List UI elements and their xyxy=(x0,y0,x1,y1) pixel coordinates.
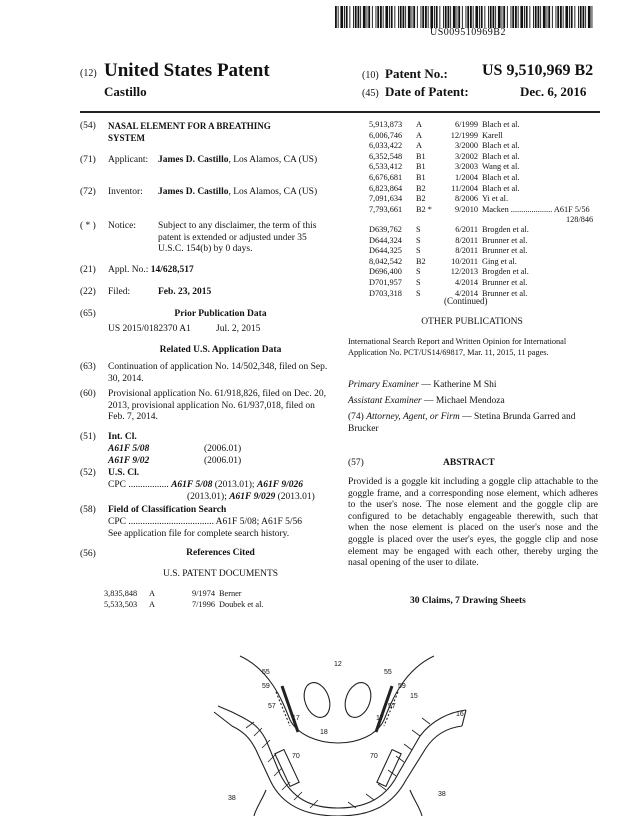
ref-name: Wang et al. xyxy=(482,162,520,172)
primary-examiner-label: Primary Examiner xyxy=(348,380,419,390)
code-72: (72) xyxy=(80,187,96,197)
figure-reference-label: 16 xyxy=(456,711,464,718)
ref-number: D644,324 xyxy=(369,235,402,245)
table-row xyxy=(369,162,590,173)
cpc-class-3: A61F 9/029 xyxy=(229,492,276,502)
ref-date: 7/1996 xyxy=(191,599,215,609)
barcode-bar xyxy=(453,6,456,28)
ref-kind: S xyxy=(416,288,421,298)
barcode-bar xyxy=(439,6,440,28)
header-rule xyxy=(80,111,600,113)
assistant-examiner-label: Assistant Examiner xyxy=(348,396,422,406)
attorney xyxy=(348,412,598,435)
applicant-label: Applicant: xyxy=(108,155,149,165)
barcode-bar xyxy=(543,6,546,28)
ref-kind: A xyxy=(149,599,155,609)
primary-examiner-name: — Katherine M Shi xyxy=(418,380,497,390)
code-71: (71) xyxy=(80,155,96,165)
attorney-name: — Stetina Brunda Garred and Brucker xyxy=(348,412,576,434)
ref-name: Brogden et al. xyxy=(482,267,529,277)
other-publications-heading: OTHER PUBLICATIONS xyxy=(421,317,523,327)
barcode-bar xyxy=(422,6,424,28)
code-12: (12) xyxy=(80,68,97,79)
barcode-bar xyxy=(421,6,422,28)
barcode-bar xyxy=(349,6,350,28)
applicant-location: , Los Alamos, CA (US) xyxy=(228,155,318,165)
barcode-bar xyxy=(526,6,528,28)
barcode-bar xyxy=(430,6,433,28)
barcode-bar xyxy=(340,6,343,28)
table-row xyxy=(369,205,590,216)
inventor xyxy=(158,187,333,199)
ref-name: Yi et al. xyxy=(482,194,509,204)
other-publications-text: International Search Report and Written Opinion for International Application No. PCT/US14/69817, Mar. 11, 2015, 11 pages. xyxy=(348,337,567,357)
barcode-bar xyxy=(548,6,550,28)
patent-title: NASAL ELEMENT FOR A BREATHING SYSTEM xyxy=(108,121,271,143)
barcode-bar xyxy=(363,6,366,28)
ref-date: 8/2011 xyxy=(455,235,478,245)
table-row xyxy=(104,589,263,600)
barcode-bar xyxy=(547,6,548,28)
ref-number: 6,006,746 xyxy=(369,130,403,140)
ref-date: 9/1974 xyxy=(191,589,215,598)
left-strap xyxy=(254,790,266,816)
ref-kind: S xyxy=(416,246,421,256)
barcode-bar xyxy=(511,6,512,28)
continued-label: (Continued) xyxy=(444,296,488,306)
barcode-bar xyxy=(571,6,573,28)
left-clip-hatch xyxy=(276,692,290,726)
barcode-bar xyxy=(448,6,450,28)
code-52: (52) xyxy=(80,468,96,478)
inventor-short-name: Castillo xyxy=(104,84,147,99)
barcode-bar xyxy=(355,6,357,28)
ref-date: 12/1999 xyxy=(450,130,478,140)
barcode-bar xyxy=(580,6,582,28)
ref-name: Brogden et al. xyxy=(482,225,529,234)
field-cpc: CPC .................................... A61F 5/08; A61F 5/56 xyxy=(108,517,302,527)
ref-name: Blach et al. xyxy=(482,151,520,161)
ref-name: Blach et al. xyxy=(482,183,520,193)
barcode-bar xyxy=(479,6,480,28)
patent-no-label: Patent No.: xyxy=(385,66,448,81)
ref-kind: B1 xyxy=(416,172,426,182)
barcode-bar xyxy=(495,6,496,28)
barcode-bar xyxy=(592,6,593,28)
table-row xyxy=(104,600,263,611)
barcode-bar xyxy=(372,6,373,28)
table-row xyxy=(369,246,529,257)
figure-reference-label: 17 xyxy=(292,715,300,722)
barcode-bar xyxy=(445,6,447,28)
filed-label: Filed: xyxy=(108,287,131,297)
table-row xyxy=(369,236,529,247)
ref-number: D639,762 xyxy=(369,225,402,234)
figure-reference-label: 57 xyxy=(388,703,396,710)
barcode-bar xyxy=(358,6,360,28)
ref-kind: B2 xyxy=(416,194,426,204)
barcode-bar xyxy=(335,6,337,28)
ref-number: 6,352,548 xyxy=(369,151,403,161)
barcode-bar xyxy=(563,6,564,28)
figure-reference-label: 38 xyxy=(438,791,446,798)
ref-kind: S xyxy=(416,267,421,277)
ref-number: 5,913,873 xyxy=(369,120,403,129)
filed-date: Feb. 23, 2015 xyxy=(158,287,212,297)
figure-reference-label: 70 xyxy=(292,753,300,760)
ref-name: Blach et al. xyxy=(482,141,520,151)
barcode-bar xyxy=(457,6,458,28)
int-cl-version-2: (2006.01) xyxy=(204,456,242,466)
ref-date: 8/2011 xyxy=(455,246,478,256)
barcode-bar xyxy=(574,6,575,28)
barcode-bar xyxy=(428,6,429,28)
barcode-bar xyxy=(578,6,579,28)
ref-date: 3/2003 xyxy=(454,162,478,172)
us-docs-heading: U.S. PATENT DOCUMENTS xyxy=(162,569,279,579)
prior-pub-date: Jul. 2, 2015 xyxy=(216,324,261,334)
continuation-text: Continuation of application No. 14/502,348, filed on Sep. 30, 2014. xyxy=(108,362,328,384)
figure-reference-label: 59 xyxy=(398,683,406,690)
ref-kind: S xyxy=(416,277,421,287)
barcode-bar xyxy=(413,6,415,28)
ref-number: 5,533,503 xyxy=(104,599,138,609)
ref-number: 7,793,661 xyxy=(369,204,403,214)
field-search-heading: Field of Classification Search xyxy=(108,505,227,515)
code-51: (51) xyxy=(80,432,96,442)
macken-class: 128/846 xyxy=(566,215,594,224)
ref-date: 3/2002 xyxy=(454,151,478,161)
ref-number: D644,325 xyxy=(369,246,402,256)
us-cl-heading: U.S. Cl. xyxy=(108,468,140,478)
barcode-bar xyxy=(425,6,427,28)
cpc-label: CPC xyxy=(108,480,126,490)
barcode-bar xyxy=(569,6,570,28)
barcode-bar xyxy=(540,6,541,28)
ref-number: D701,957 xyxy=(369,277,402,287)
right-references-table xyxy=(369,120,590,215)
abstract-heading: ABSTRACT xyxy=(443,458,495,468)
publication-number: US009510969B2 xyxy=(430,27,506,38)
notice-label: Notice: xyxy=(108,221,136,231)
table-row xyxy=(369,184,590,195)
code-57: (57) xyxy=(348,458,364,468)
ref-kind: B1 xyxy=(416,162,426,172)
barcode-bar xyxy=(408,6,411,28)
table-row xyxy=(369,120,590,131)
code-58: (58) xyxy=(80,505,96,515)
barcode-bar xyxy=(450,6,451,28)
code-63: (63) xyxy=(80,362,96,372)
int-cl-heading: Int. Cl. xyxy=(108,432,137,442)
right-goggle-clip xyxy=(377,750,401,787)
abstract-text: Provided is a goggle kit including a goggle clip attachable to the goggle frame, and a corresponding nose element, which adheres to the user's nose. The nose element and the goggle clip are configured to be detachably engageable therewith, such that when the nose element is placed on the user's nose and the goggle is placed over the user's eyes, the goggle clip and nose element may be engaged with each other, thereby urging the nasal opening of the user to dilate. xyxy=(348,477,598,569)
table-row xyxy=(369,173,590,184)
field-note: See application file for complete search history. xyxy=(108,529,290,539)
barcode-bar xyxy=(512,6,514,28)
code-45: (45) xyxy=(362,88,379,99)
barcode-bar xyxy=(458,6,460,28)
frame-hatching xyxy=(246,718,430,808)
barcode-bar xyxy=(529,6,530,28)
ref-name: Brunner et al. xyxy=(482,235,528,245)
ref-name: Blach et al. xyxy=(482,172,520,182)
table-row xyxy=(369,225,529,236)
ref-number: 6,676,681 xyxy=(369,172,403,182)
barcode-bar xyxy=(385,6,388,28)
barcode-bar xyxy=(520,6,523,28)
barcode xyxy=(335,6,593,28)
table-row xyxy=(369,278,529,289)
cpc-class-1: A61F 5/08 xyxy=(171,480,213,490)
ref-name: Doubek et al. xyxy=(219,599,264,609)
barcode-bar xyxy=(403,6,405,28)
figure-reference-label: 70 xyxy=(370,753,378,760)
barcode-bar xyxy=(535,6,537,28)
barcode-bar xyxy=(588,6,591,28)
right-strap xyxy=(410,790,422,816)
code-54: (54) xyxy=(80,121,96,131)
right-references-table-2 xyxy=(369,225,529,299)
ref-name: Brunner et al. xyxy=(482,288,528,298)
barcode-bar xyxy=(398,6,399,28)
barcode-bar xyxy=(400,6,402,28)
code-notice: ( * ) xyxy=(80,221,96,231)
ref-name: Brunner et al. xyxy=(482,246,528,256)
barcode-bar xyxy=(367,6,368,28)
figure-reference-label: 57 xyxy=(268,703,276,710)
barcode-bar xyxy=(488,6,489,28)
barcode-bar xyxy=(412,6,413,28)
ref-number: 6,033,422 xyxy=(369,141,403,151)
attorney-code: (74) xyxy=(348,412,364,422)
code-60: (60) xyxy=(80,389,96,399)
ref-date: 6/2011 xyxy=(455,225,478,234)
ref-name: Brunner et al. xyxy=(482,277,528,287)
barcode-bar xyxy=(503,6,505,28)
ref-kind: A xyxy=(149,589,155,598)
ref-kind: A xyxy=(416,141,422,151)
code-56: (56) xyxy=(80,549,96,559)
ref-number: 6,823,864 xyxy=(369,183,403,193)
cpc-line-1 xyxy=(108,480,338,492)
appl-no: 14/628,517 xyxy=(150,265,194,275)
barcode-bar xyxy=(585,6,586,28)
figure-reference-label: 55 xyxy=(262,669,270,676)
barcode-bar xyxy=(417,6,418,28)
cpc-class-2: A61F 9/026 xyxy=(256,480,303,490)
primary-examiner xyxy=(348,380,497,392)
inventor-location: , Los Alamos, CA (US) xyxy=(228,187,318,197)
prior-pub-heading: Prior Publication Data xyxy=(174,309,267,319)
ref-name: Berner xyxy=(219,589,242,598)
barcode-bar xyxy=(538,6,540,28)
cpc-line-2 xyxy=(187,492,337,504)
date-of-patent-label: Date of Patent: xyxy=(385,84,469,99)
ref-number: 7,091,634 xyxy=(369,194,403,204)
ref-name: Blach et al. xyxy=(482,120,520,129)
date-of-patent: Dec. 6, 2016 xyxy=(520,84,587,99)
cpc-version-3: (2013.01) xyxy=(275,492,315,502)
barcode-bar xyxy=(353,6,354,28)
ref-number: D703,318 xyxy=(369,288,402,298)
table-row xyxy=(369,194,590,205)
cpc-version-2: (2013.01); xyxy=(187,492,230,502)
table-row xyxy=(369,152,590,163)
references-heading: References Cited xyxy=(186,548,255,558)
patent-drawing xyxy=(0,640,635,816)
ref-date: 1/2004 xyxy=(454,172,478,182)
barcode-bar xyxy=(533,6,534,28)
ref-number: D696,400 xyxy=(369,267,402,277)
barcode-bar xyxy=(462,6,463,28)
ref-kind: S xyxy=(416,225,421,234)
figure-reference-label: 55 xyxy=(384,669,392,676)
barcode-bar xyxy=(524,6,525,28)
barcode-bar xyxy=(475,6,478,28)
appl-no-label: Appl. No.: xyxy=(108,265,149,275)
barcode-bar xyxy=(565,6,568,28)
code-10: (10) xyxy=(362,70,379,81)
barcode-bar xyxy=(389,6,390,28)
ref-date: 11/2004 xyxy=(451,183,478,193)
barcode-bar xyxy=(467,6,469,28)
int-cl-class-1: A61F 5/08 xyxy=(108,444,150,454)
assistant-examiner-name: — Michael Mendoza xyxy=(421,396,505,406)
barcode-bar xyxy=(380,6,382,28)
barcode-bar xyxy=(338,6,339,28)
barcode-bar xyxy=(556,6,557,28)
barcode-bar xyxy=(344,6,345,28)
code-65: (65) xyxy=(80,309,96,319)
ref-date: 4/2014 xyxy=(454,277,478,287)
ref-date: 6/1999 xyxy=(454,120,478,129)
barcode-bar xyxy=(377,6,379,28)
claims-summary: 30 Claims, 7 Drawing Sheets xyxy=(410,596,526,606)
barcode-bar xyxy=(557,6,559,28)
inventor-name: James D. Castillo xyxy=(158,187,229,197)
barcode-bar xyxy=(436,6,438,28)
barcode-bar xyxy=(502,6,503,28)
barcode-bar xyxy=(473,6,474,28)
barcode-bar xyxy=(443,6,444,28)
barcode-bar xyxy=(498,6,501,28)
ref-date: 12/2013 xyxy=(450,267,478,277)
barcode-bar xyxy=(383,6,384,28)
ref-kind: B1 xyxy=(416,151,426,161)
figure-reference-label: 59 xyxy=(262,683,270,690)
figure-reference-label: 12 xyxy=(334,661,342,668)
code-21: (21) xyxy=(80,265,96,275)
applicant xyxy=(158,155,333,167)
attorney-label: Attorney, Agent, or Firm xyxy=(366,412,460,422)
applicant-name: James D. Castillo xyxy=(158,155,229,165)
table-row xyxy=(369,267,529,278)
barcode-bar xyxy=(552,6,553,28)
barcode-bar xyxy=(360,6,361,28)
table-row xyxy=(369,131,590,142)
barcode-bar xyxy=(466,6,467,28)
int-cl-class-2: A61F 9/02 xyxy=(108,456,150,466)
document-type: United States Patent xyxy=(104,60,270,81)
ref-kind: B2 xyxy=(416,256,426,266)
figure-reference-label: 38 xyxy=(228,795,236,802)
related-data-heading: Related U.S. Application Data xyxy=(159,345,282,355)
left-nose-element xyxy=(282,686,298,732)
provisional-text: Provisional application No. 61/918,826, filed on Dec. 20, 2013, provisional application No. 61/937,018, filed on Feb. 7, 2014. xyxy=(108,389,326,422)
table-row xyxy=(369,257,529,268)
barcode-bar xyxy=(507,6,508,28)
ref-date: 8/2006 xyxy=(454,194,478,204)
left-nostril xyxy=(300,679,335,721)
right-nostril xyxy=(341,679,376,721)
figure-reference-label: 17 xyxy=(376,715,384,722)
ref-kind: A xyxy=(416,120,422,129)
patent-number: US 9,510,969 B2 xyxy=(482,62,594,79)
barcode-bar xyxy=(515,6,517,28)
assistant-examiner xyxy=(348,396,505,408)
cpc-dots: ................. xyxy=(125,480,169,490)
int-cl-version-1: (2006.01) xyxy=(204,444,242,454)
ref-date: 3/2000 xyxy=(454,141,478,151)
ref-number: 8,042,542 xyxy=(369,256,403,266)
barcode-bar xyxy=(394,6,395,28)
barcode-bar xyxy=(346,6,348,28)
barcode-bar xyxy=(518,6,519,28)
barcode-bar xyxy=(484,6,485,28)
ref-name: Macken .................... A61F 5/56 xyxy=(482,204,590,214)
ref-date: 10/2011 xyxy=(451,256,478,266)
ref-number: 3,835,848 xyxy=(104,589,138,598)
ref-name: Karell xyxy=(482,130,503,140)
barcode-bar xyxy=(583,6,585,28)
barcode-bar xyxy=(470,6,472,28)
table-row xyxy=(369,141,590,152)
goggle-frame-inner xyxy=(232,726,462,816)
barcode-bar xyxy=(493,6,495,28)
inventor-label: Inventor: xyxy=(108,187,143,197)
ref-number: 6,533,412 xyxy=(369,162,403,172)
goggle-frame-outer xyxy=(218,706,466,808)
barcode-bar xyxy=(490,6,492,28)
barcode-bar xyxy=(368,6,370,28)
cpc-version-1: (2013.01); xyxy=(212,480,257,490)
barcode-bar xyxy=(560,6,562,28)
barcode-bar xyxy=(376,6,377,28)
notice-text: Subject to any disclaimer, the term of this patent is extended or adjusted under 35 U.S.C. 154(b) by 0 days. xyxy=(158,221,317,254)
ref-date: 9/2010 xyxy=(454,204,478,214)
code-22: (22) xyxy=(80,287,96,297)
ref-kind: A xyxy=(416,130,422,140)
left-references-table xyxy=(104,589,263,610)
barcode-bar xyxy=(391,6,393,28)
ref-kind: B2 xyxy=(416,183,426,193)
ref-kind: B2 * xyxy=(416,204,432,214)
ref-kind: S xyxy=(416,235,421,245)
prior-pub-number: US 2015/0182370 A1 xyxy=(108,324,191,334)
application-number xyxy=(108,265,333,277)
figure-reference-label: 18 xyxy=(320,729,328,736)
figure-reference-label: 15 xyxy=(410,693,418,700)
barcode-bar xyxy=(405,6,406,28)
barcode-bar xyxy=(481,6,483,28)
ref-date: 4/2014 xyxy=(454,288,478,298)
ref-name: Ging et al. xyxy=(482,256,517,266)
barcode-bar xyxy=(434,6,435,28)
